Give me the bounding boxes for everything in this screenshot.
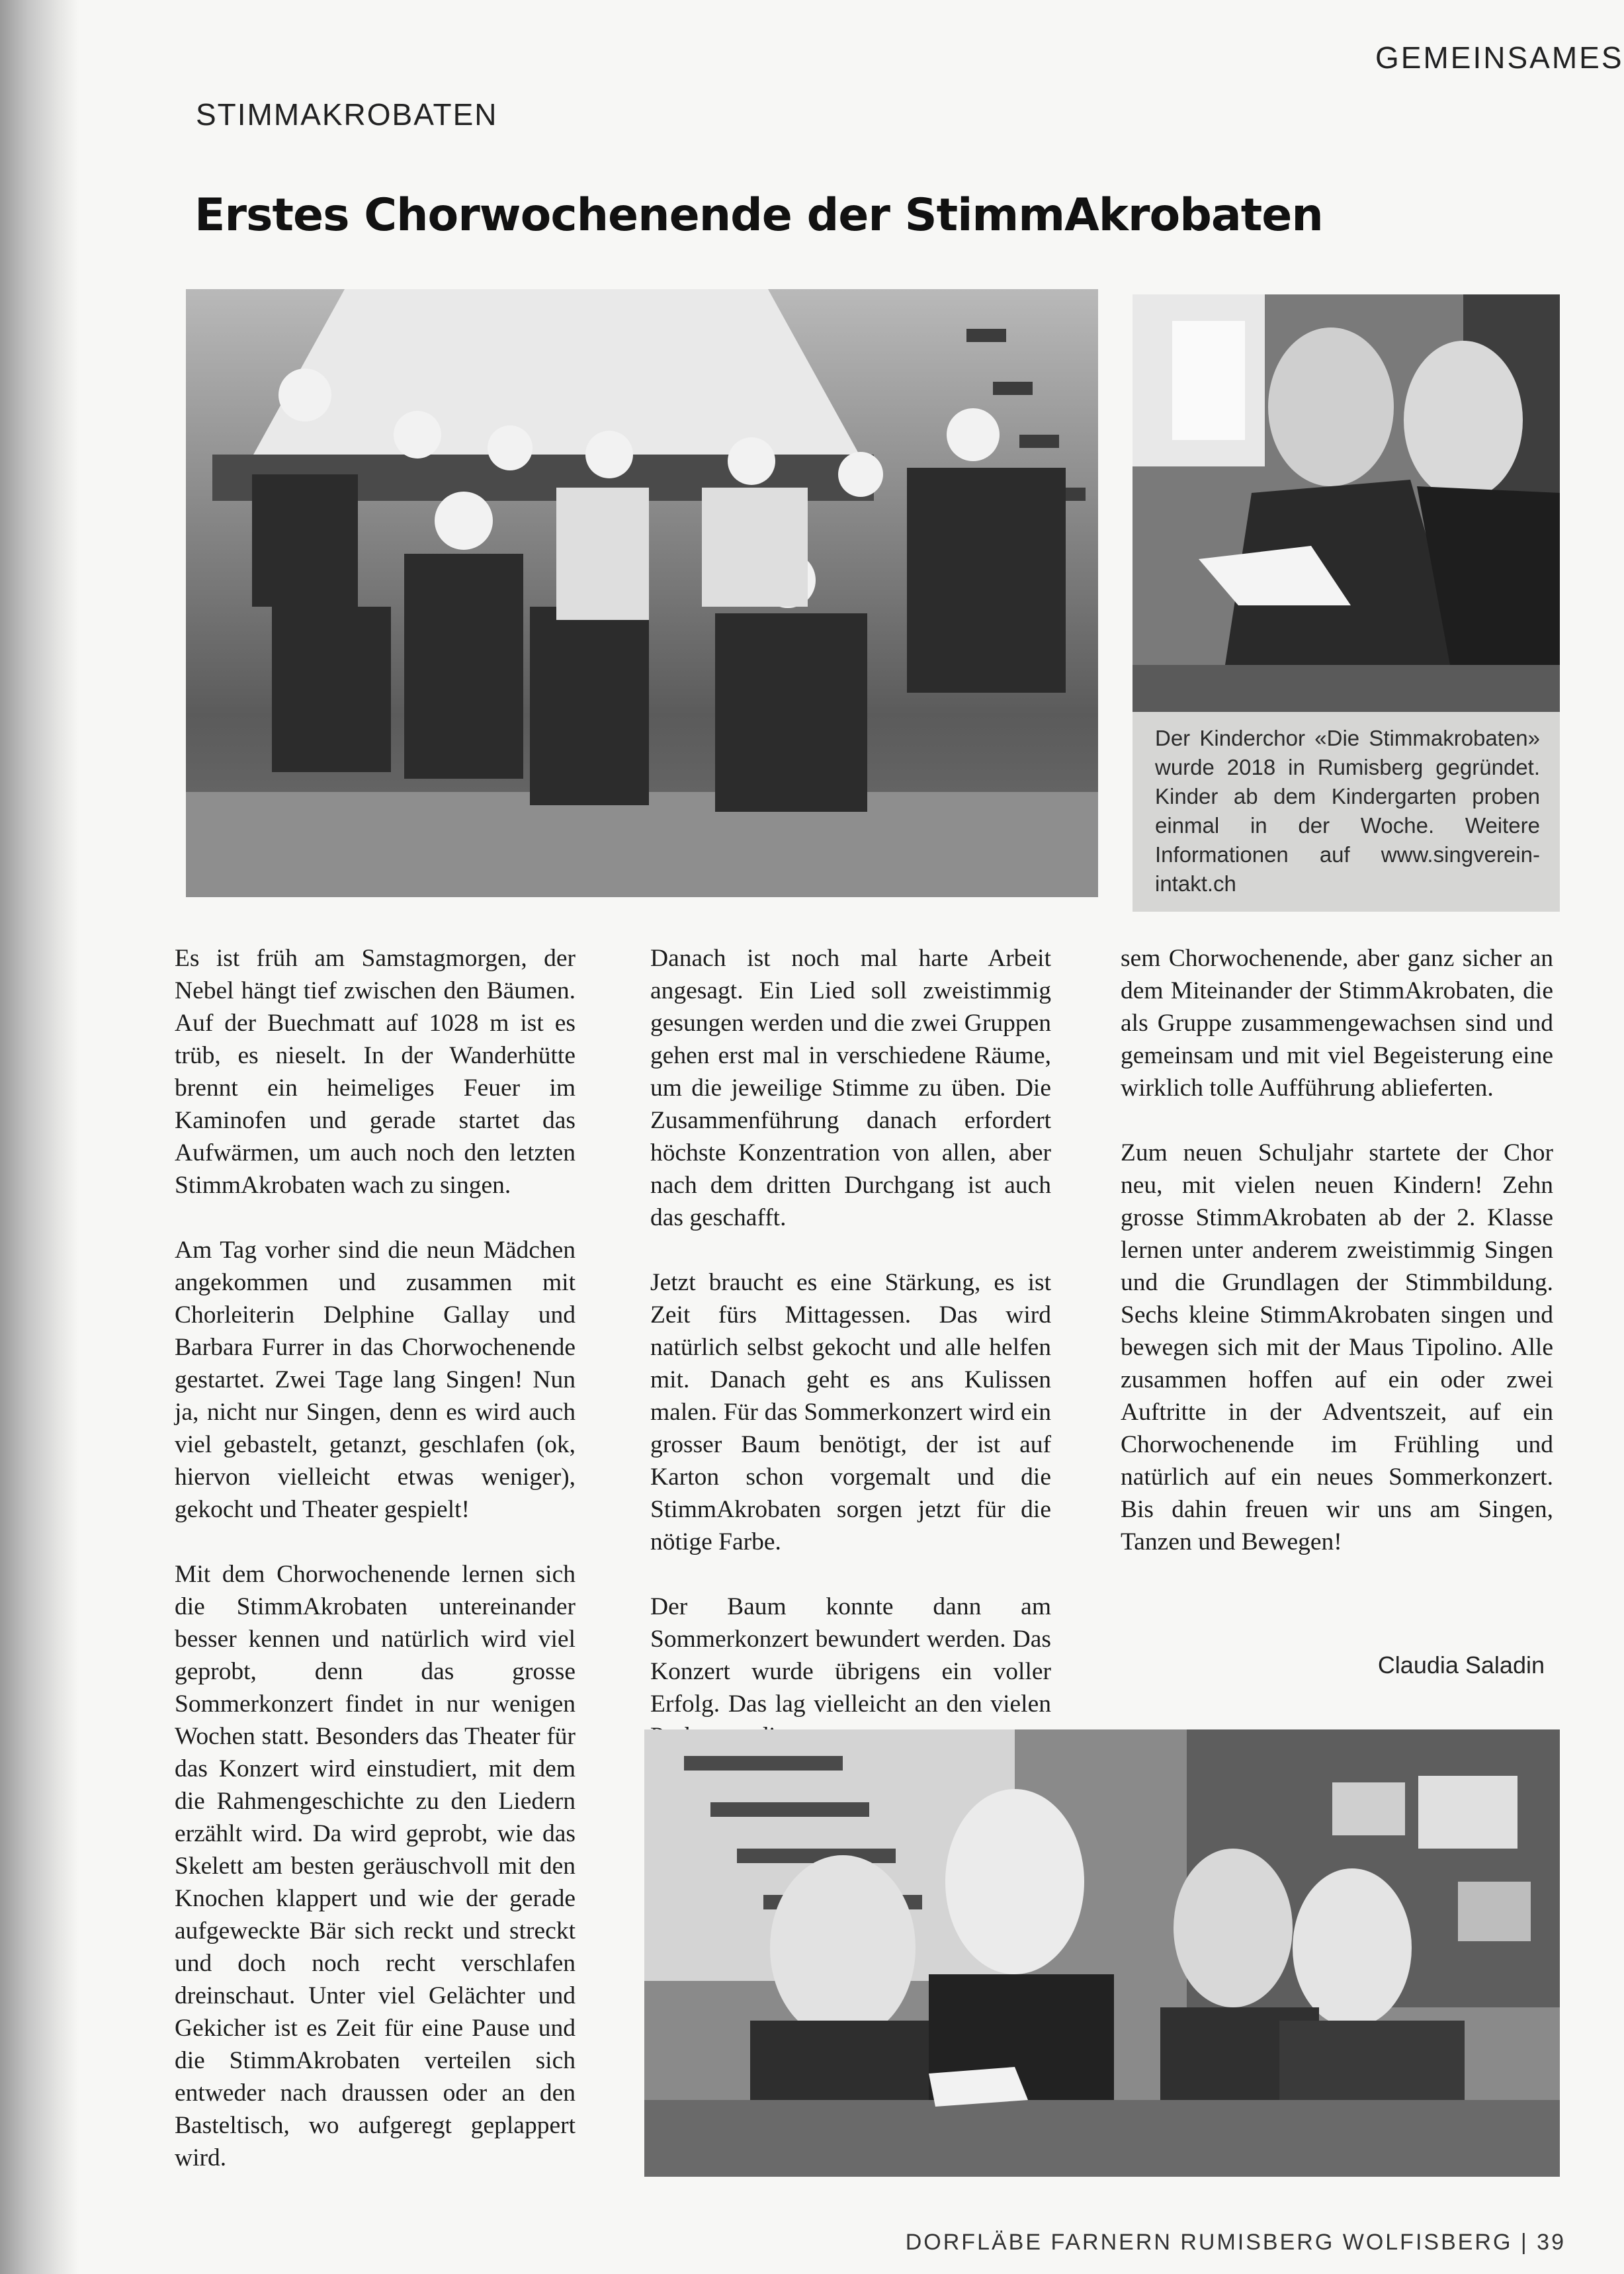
paragraph: Zum neuen Schuljahr startete der Chor neu, mit vielen neuen Kindern! Zehn grosse StimmAkrobaten ab der 2. Klasse lernen unter anderem zweistimmig Singen und die Grundlagen der Stimmbildung. Sechs kleine StimmAkrobaten singen und bewegen sich mit der Maus Tipolino. Alle zusammen hoffen auf ein oder zwei Auftritte in der Adventszeit, auf ein Chorwochenende im Frühling und natürlich auf ein neues Sommerkonzert. Bis dahin freuen wir uns am Singen, Tanzen und Bewegen!	[1121, 1139, 1553, 1555]
text-column-2	[650, 942, 1051, 1753]
publication-name: DORFLÄBE FARNERN RUMISBERG WOLFISBERG	[905, 2230, 1513, 2255]
paragraph: Mit dem Chorwochenende lernen sich die StimmAkrobaten untereinander besser kennen und natürlich wird viel geprobt, denn das grosse Sommerkonzert findet in nur wenigen Wochen statt. Besonders das Theater für das Konzert wird einstudiert, mit dem die Rahmengeschichte zu den Liedern erzählt wird. Da wird geprobt, wie das Skelett am besten geräuschvoll mit den Knochen klappert und wie der gerade aufgeweckte Bär sich reckt und streckt und doch noch recht verschlafen dreinschaut. Unter viel Gelächter und Gekicher ist es Zeit für eine Pause und die StimmAkrobaten verteilen sich entweder nach draussen oder an den Basteltisch, wo aufgeregt geplappert wird.	[175, 1561, 576, 2171]
section-label: GEMEINSAMES	[1375, 40, 1624, 75]
paragraph: Es ist früh am Samstagmorgen, der Nebel hängt tief zwischen den Bäumen. Auf der Buechmatt auf 1028 m ist es trüb, es nieselt. In der Wanderhütte brennt ein heimeliges Feuer im Kaminofen und gerade startet das Aufwärmen, um auch noch den letzten StimmAkrobaten wach zu singen.	[175, 945, 576, 1199]
reading-girls-photo	[1133, 294, 1560, 712]
article-kicker: STIMMAKROBATEN	[196, 97, 498, 132]
page-number: 39	[1537, 2230, 1566, 2255]
footer-separator: |	[1520, 2230, 1529, 2255]
paragraph: Der Baum konnte dann am Sommerkonzert bewundert werden. Das Konzert wurde übrigens ein voller Erfolg. Das lag vielleicht an den vielen	[650, 1593, 1051, 1718]
singing-girls-photo	[644, 1729, 1560, 2177]
article-headline: Erstes Chorwochenende der StimmAkrobaten	[194, 189, 1323, 241]
page-spine-shadow	[0, 0, 79, 2274]
paragraph: Am Tag vorher sind die neun Mädchen angekommen und zusammen mit Chorleiterin Delphine Gallay und Barbara Furrer in das Chorwochenende gestartet. Zwei Tage lang Singen! Nun ja, nicht nur Singen, denn es wird auch viel gebastelt, getanzt, geschlafen (ok, hiervon vielleicht etwas weniger), gekocht und Theater gespielt!	[175, 1237, 576, 1523]
paragraph: Jetzt braucht es eine Stärkung, es ist Zeit fürs Mittagessen. Das wird natürlich selbst gekocht und alle helfen mit. Danach geht es ans Kulissen malen. Für das Sommerkonzert wird ein grosser Baum benötigt, der ist auf Karton schon vorgemalt und die StimmAkrobaten sorgen jetzt für die nötige Farbe.	[650, 1269, 1051, 1555]
photo-caption: Der Kinderchor «Die Stimmakrobaten» wurde 2018 in Rumisberg gegründet. Kinder ab dem Kindergarten proben einmal in der Woche. Weitere Informationen auf www.singverein-intakt.ch	[1133, 712, 1560, 912]
paragraph: Danach ist noch mal harte Arbeit angesagt. Ein Lied soll zweistimmig gesungen werden und die zwei Gruppen gehen erst mal in verschiedene Räume, um die jeweilige Stimme zu üben. Die Zusammenführung danach erfordert höchste Konzentration von allen, aber nach dem dritten Durchgang ist auch das geschafft.	[650, 945, 1051, 1231]
text-column-3	[1121, 942, 1553, 1558]
paragraph: sem Chorwochenende, aber ganz sicher an dem Miteinander der StimmAkrobaten, die als Gruppe zusammengewachsen sind und gemeinsam und mit viel Begeisterung eine wirklich tolle Aufführung ablieferten.	[1121, 945, 1553, 1102]
author-byline: Claudia Saladin	[1377, 1651, 1545, 1679]
text-column-1	[175, 942, 576, 2174]
page-footer	[906, 2230, 1566, 2255]
group-photo	[186, 289, 1098, 897]
